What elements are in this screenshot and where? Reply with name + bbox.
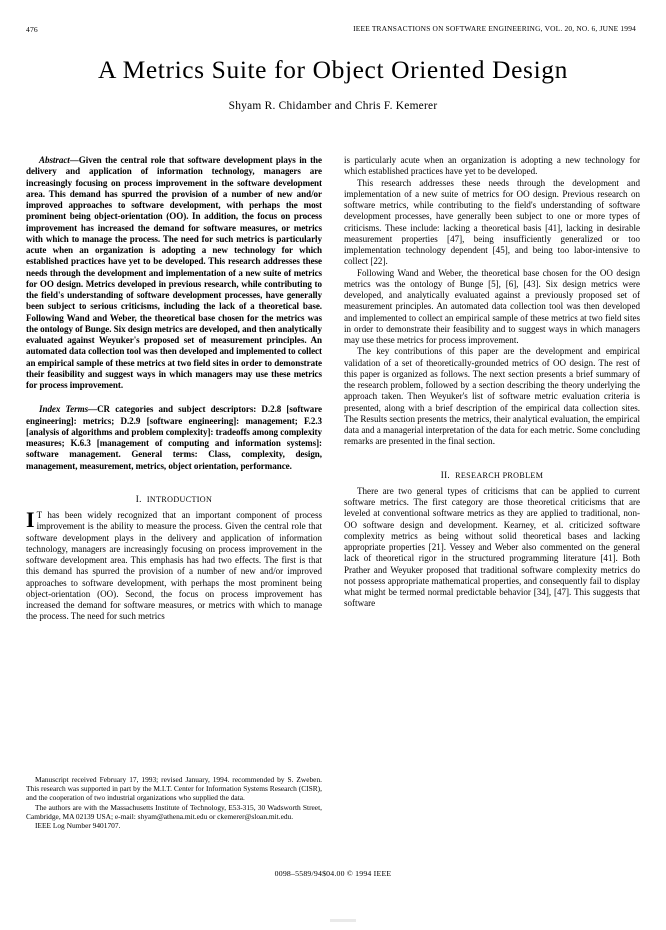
intro-paragraph-1-continued: is particularly acute when an organization is adopting a new technology for which established practices have yet to be developed.: [344, 155, 640, 177]
index-terms-text: CR categories and subject descriptors: D.2.8 [software engineering]: metrics; D.2.9 [software engineering]: management; F.2.3 [analysis of algorithms and problem complexity]: tradeoffs among complexity measures; K.6.3 [management of computing and information systems]: software management. General terms: Class, complexity, design, management, measurement, metrics, object orientation, performance.: [26, 404, 322, 471]
page-title: A Metrics Suite for Object Oriented Design: [98, 55, 568, 84]
scan-artifact: [330, 919, 356, 922]
intro-paragraph-3: Following Wand and Weber, the theoretical base chosen for the OO design metrics was the ontology of Bunge [5], [6], [43]. Six design metrics were developed, and analytically evaluated against a previously proposed set of measurement principles. An automated data collection tool was then developed and implemented to collect an empirical sample of these metrics at two field sites in order to demonstrate their feasibility and to suggest ways in which managers may use these metrics for process improvement.: [344, 267, 640, 345]
intro-paragraph-1-text: T has been widely recognized that an important component of process improvement is the ability to measure the process. Given the central role that software development plays in the delivery and application of information technology, managers are increasingly focusing on process improvement in the software development area. This emphasis has had two effects. The first is that this demand has spurred the provision of a number of new and/or improved approaches to software development, with perhaps the most prominent being object-orientation (OO). Second, the focus on process improvement has increased the demand for software measures, or metrics with which to manage the process. The need for such metrics: [26, 510, 322, 622]
intro-paragraph-4: The key contributions of this paper are the development and empirical validation of a set of theoretically-grounded metrics of OO design. The rest of this paper is organized as follows. The next section presents a brief summary of the research problem, followed by a section describing the theory underlying the approach taken. Then Weyuker's list of software metric evaluation criteria is presented, along with a brief description of the empirical data collection sites. The Results section presents the metrics, their analytical evaluation, the empirical data and a managerial interpretation of the data for each metric. Some concluding remarks are presented in the final section.: [344, 346, 640, 447]
author-list: Shyam R. Chidamber and Chris F. Kemerer: [228, 100, 438, 112]
left-column: [26, 155, 322, 623]
intro-paragraph-2: This research addresses these needs through the development and implementation of a new suite of metrics for OO design. Previous research on software metrics, while contributing to the field's understanding of software development processes, have generally been subject to one or more types of criticisms. These include: lacking a theoretical basis [41], lacking in desirable measurement properties [47], being insufficiently generalized or too implementation technology dependent [45], and being too labor-intensive to collect [22].: [344, 177, 640, 267]
copyright-line: 0098–5589/94$04.00 © 1994 IEEE: [274, 869, 392, 878]
drop-cap: I: [26, 507, 35, 532]
section-heading-introduction: [26, 494, 322, 505]
right-column: [344, 155, 640, 610]
research-problem-paragraph-1: There are two general types of criticisms that can be applied to current software metrics. The first category are those theoretical criticisms that are leveled at conventional software metrics as they are applied to traditional, non-OO software design and development. Kearney, et al. criticized software complexity metrics as being without solid theoretical bases and lacking appropriate properties [21]. Vessey and Weber also commented on the general lack of theoretical rigor in the structured programming literature [41]. Both Prather and Weyuker proposed that traditional software complexity metrics do not possess appropriate mathematical properties, and consequently fail to display what might be termed normal predictable behavior [34], [47]. This suggests that software: [344, 485, 640, 609]
section-title: RESEARCH PROBLEM: [455, 470, 544, 480]
index-terms: [26, 404, 322, 472]
footnote-manuscript: Manuscript received February 17, 1993; revised January, 1994. recommended by S. Zweben. This research was supported in part by the M.I.T. Center for Information Systems Research (CISR), and the cooperation of two industrial organizations who supplied the data.: [26, 775, 322, 803]
running-head: [26, 24, 636, 38]
abstract-text: Given the central role that software development plays in the delivery and application of information technology, managers are increasingly focusing on process improvement in the software development area. This demand has spurred the provision of a number of new and/or improved approaches to software development, with perhaps the most prominent being object-orientation (OO). In addition, the focus on process improvement has increased the demand for software measures, or metrics with which to manage the process. The need for such metrics is particularly acute when an organization is adopting a new technology for which established practices have yet to be developed. This research addresses these needs through the development and implementation of a new suite of metrics for OO design. Metrics developed in previous research, while contributing to the field's understanding of software development processes, have generally been subject to serious criticisms, including the lack of a theoretical base. Following Wand and Weber, the theoretical base chosen for the metrics was the ontology of Bunge. Six design metrics are developed, and then analytically evaluated against Weyuker's proposed set of measurement principles. An automated data collection tool was then developed and implemented to collect an empirical sample of these metrics at two field sites in order to demonstrate their feasibility and suggest ways in which managers may use these metrics for process improvement.: [26, 155, 322, 390]
footnote-block: [26, 775, 322, 831]
section-heading-research-problem: [344, 470, 640, 481]
section-title: INTRODUCTION: [146, 494, 213, 504]
index-terms-label: Index Terms—: [39, 404, 98, 415]
section-number: I.: [135, 493, 142, 504]
abstract-label: Abstract—: [39, 155, 79, 165]
abstract: [26, 155, 322, 391]
footnote-log-number: IEEE Log Number 9401707.: [35, 821, 121, 831]
footnote-authors-affiliation: The authors are with the Massachusetts Institute of Technology, E53-315, 30 Wadsworth Street, Cambridge, MA 02139 USA; e-mail: shyam@athena.mit.edu or ckemerer@sloan.mit.edu.: [26, 802, 322, 821]
section-number: II.: [440, 469, 450, 480]
intro-paragraph-1: [26, 507, 322, 623]
journal-reference: IEEE TRANSACTIONS ON SOFTWARE ENGINEERING, VOL. 20, NO. 6, JUNE 1994: [353, 24, 636, 33]
page-number: 476: [26, 25, 38, 34]
